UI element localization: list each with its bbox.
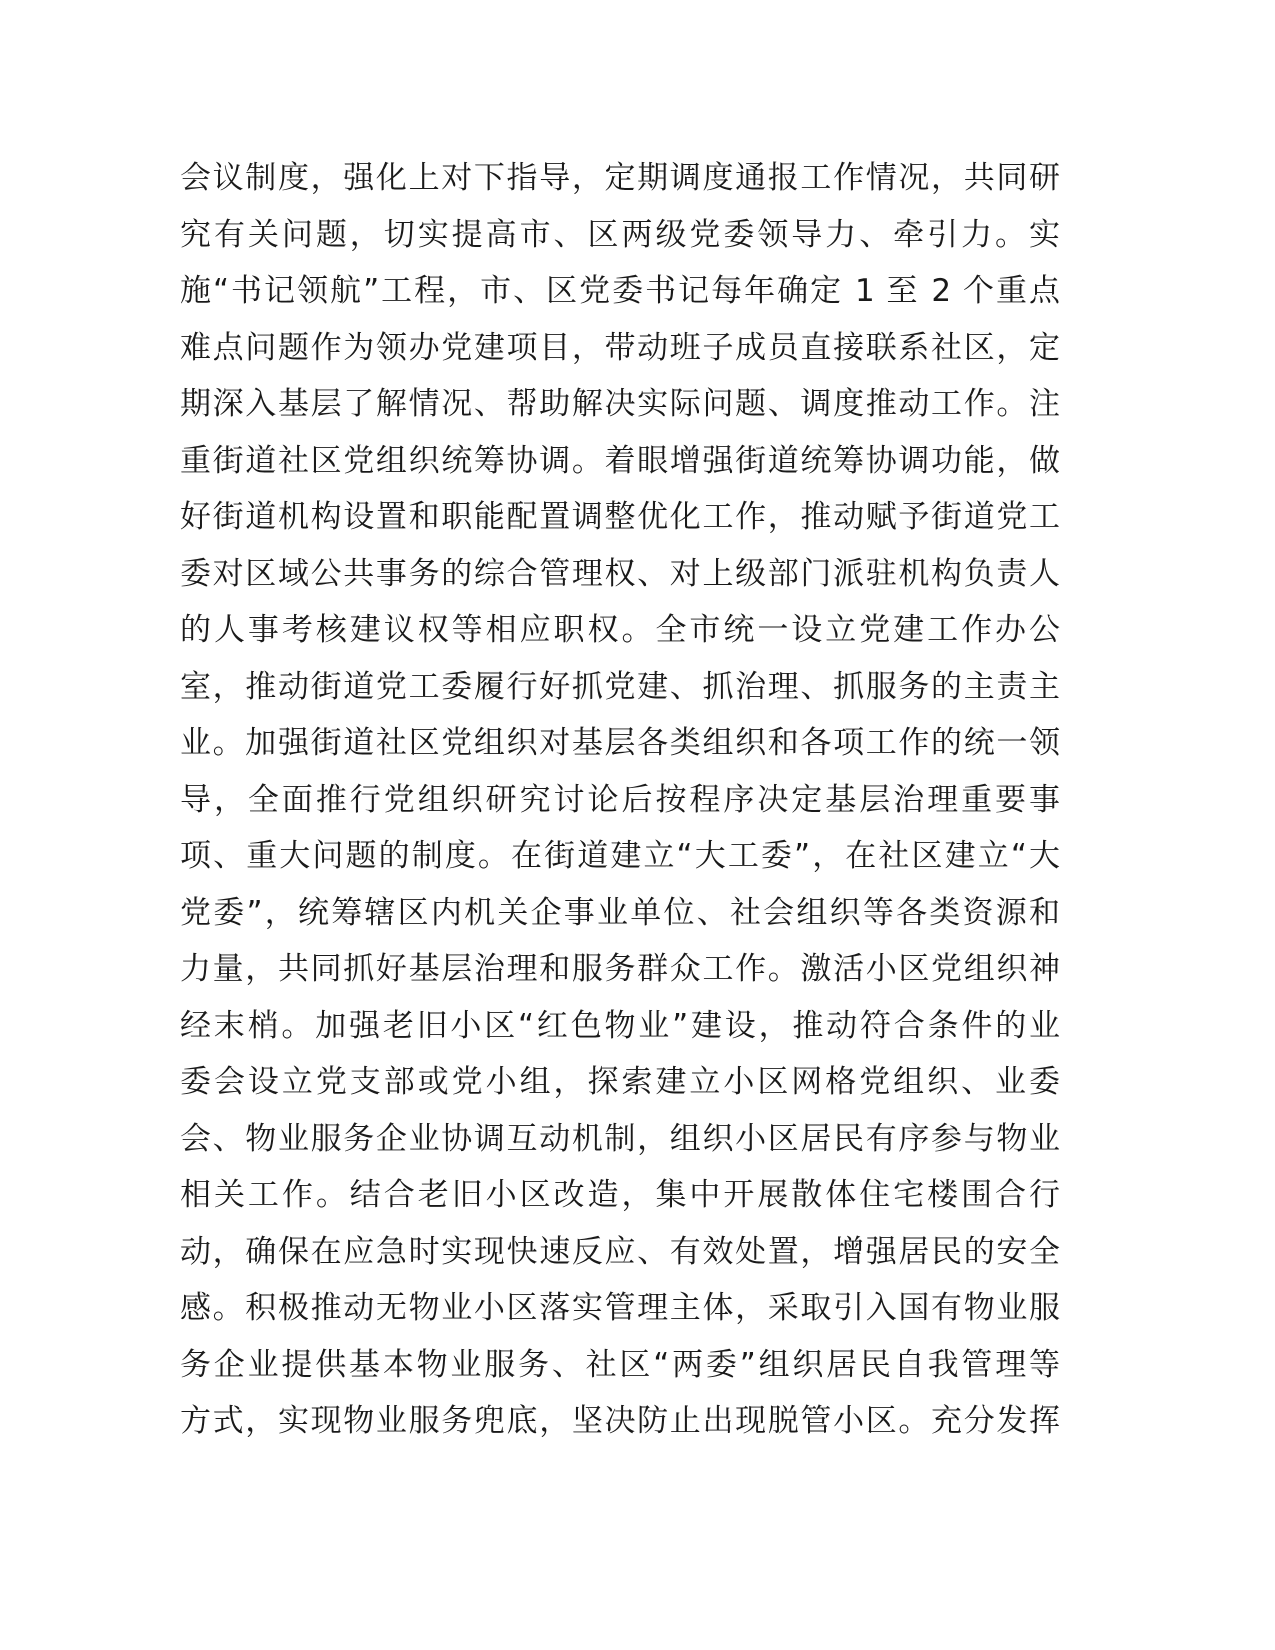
text-line: 室，推动街道党工委履行好抓党建、抓治理、抓服务的主责主 xyxy=(180,668,1060,705)
text-line: 的人事考核建议权等相应职权。全市统一设立党建工作办公 xyxy=(180,612,1060,648)
text-line: 导，全面推行党组织研究讨论后按程序决定基层治理重要事 xyxy=(180,781,1060,818)
text-line: 施“书记领航”工程，市、区党委书记每年确定 1 至 2 个重点 xyxy=(180,273,1060,309)
text-line: 相关工作。结合老旧小区改造，集中开展散体住宅楼围合行 xyxy=(180,1177,1060,1213)
text-line: 方式，实现物业服务兜底，坚决防止出现脱管小区。充分发挥 xyxy=(180,1403,1060,1439)
body-text xyxy=(180,156,1060,1456)
text-line: 党委”，统筹辖区内机关企事业单位、社会组织等各类资源和 xyxy=(180,894,1060,931)
text-line: 会议制度，强化上对下指导，定期调度通报工作情况，共同研 xyxy=(180,160,1060,196)
text-line: 委会设立党支部或党小组，探索建立小区网格党组织、业委 xyxy=(180,1064,1060,1100)
text-line: 委对区域公共事务的综合管理权、对上级部门派驻机构负责人 xyxy=(180,555,1060,592)
text-line: 务企业提供基本物业服务、社区“两委”组织居民自我管理等 xyxy=(180,1346,1060,1383)
text-line: 究有关问题，切实提高市、区两级党委领导力、牵引力。实 xyxy=(180,216,1060,253)
text-line: 业。加强街道社区党组织对基层各类组织和各项工作的统一领 xyxy=(180,725,1060,761)
text-line: 期深入基层了解情况、帮助解决实际问题、调度推动工作。注 xyxy=(180,386,1060,422)
text-line: 重街道社区党组织统筹协调。着眼增强街道统筹协调功能，做 xyxy=(180,442,1060,479)
text-line: 经末梢。加强老旧小区“红色物业”建设，推动符合条件的业 xyxy=(180,1007,1060,1044)
text-line: 难点问题作为领办党建项目，带动班子成员直接联系社区，定 xyxy=(180,329,1060,366)
text-line: 力量，共同抓好基层治理和服务群众工作。激活小区党组织神 xyxy=(180,951,1060,987)
text-line: 好街道机构设置和职能配置调整优化工作，推动赋予街道党工 xyxy=(180,499,1060,535)
text-line: 感。积极推动无物业小区落实管理主体，采取引入国有物业服 xyxy=(180,1290,1060,1326)
text-line: 项、重大问题的制度。在街道建立“大工委”，在社区建立“大 xyxy=(180,838,1060,874)
text-line: 动，确保在应急时实现快速反应、有效处置，增强居民的安全 xyxy=(180,1233,1060,1270)
text-line: 会、物业服务企业协调互动机制，组织小区居民有序参与物业 xyxy=(180,1120,1060,1157)
